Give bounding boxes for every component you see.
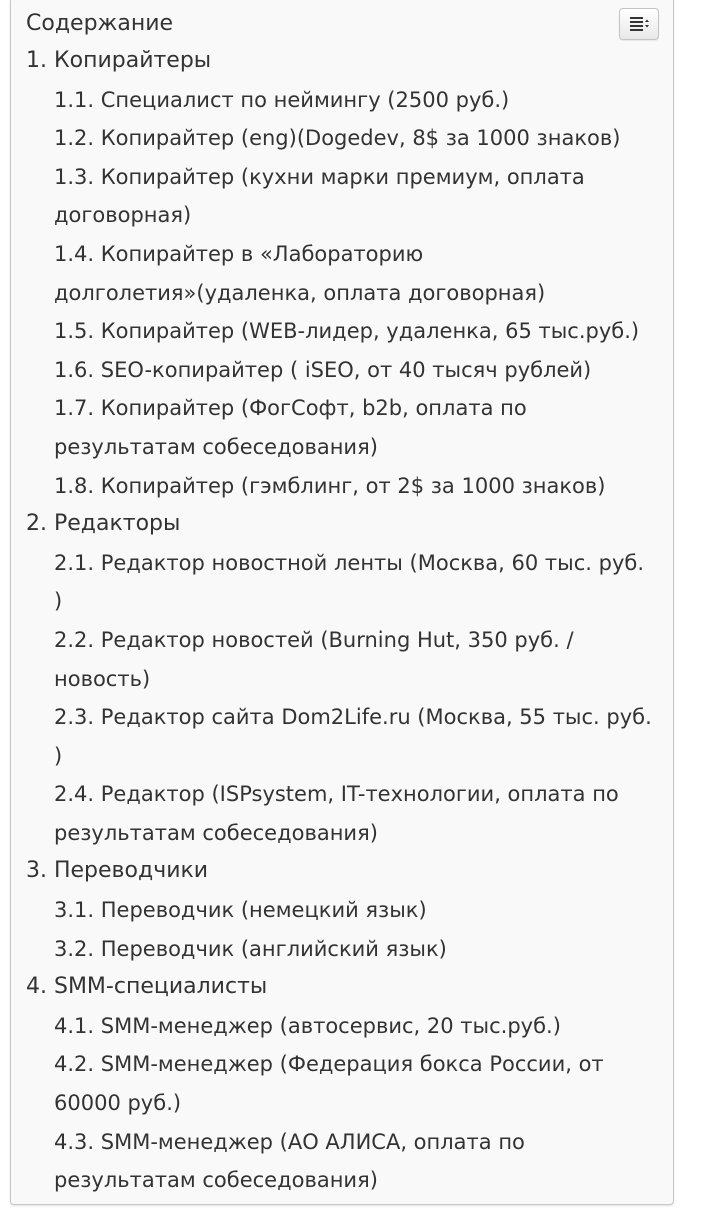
toc-section <box>11 852 675 968</box>
toc-link-item[interactable]: 4.2. SMM-менеджер (Федерация бокса России, от 60000 руб.) <box>54 1052 604 1116</box>
toc-link-item[interactable]: 1.5. Копирайтер (WEB-лидер, удаленка, 65 тыс.руб.) <box>54 319 640 344</box>
toc-link-item[interactable]: 1.1. Специалист по неймингу (2500 руб.) <box>54 87 510 112</box>
toc-link-item[interactable]: 2.1. Редактор новостной ленты (Москва, 60 тыс. руб. ) <box>54 550 645 614</box>
toc-title: Содержание <box>26 11 174 36</box>
toc-link-section-3[interactable]: 3. Переводчики <box>26 858 209 884</box>
table-of-contents <box>10 0 674 1205</box>
toc-link-item[interactable]: 2.2. Редактор новостей (Burning Hut, 350 руб. / новость) <box>54 627 574 691</box>
toc-link-section-2[interactable]: 2. Редакторы <box>26 511 181 537</box>
toc-link-item[interactable]: 1.4. Копирайтер в «Лабораторию долголетия»(удаленка, оплата договорная) <box>54 241 546 305</box>
toc-sublist <box>11 81 675 506</box>
toc-link-item[interactable]: 1.6. SEO-копирайтер ( iSEO, от 40 тысяч рублей) <box>54 357 592 382</box>
toc-link-item[interactable]: 2.4. Редактор (ISPsystem, IT-технологии, оплата по результатам собеседования) <box>54 782 619 845</box>
toc-link-item[interactable]: 1.8. Копирайтер (гэмблинг, от 2$ за 1000 знаков) <box>54 473 606 498</box>
toc-link-item[interactable]: 2.3. Редактор сайта Dom2Life.ru (Москва, 55 тыс. руб. ) <box>54 705 652 768</box>
toc-link-section-1[interactable]: 1. Копирайтеры <box>26 48 212 73</box>
toc-sublist <box>11 544 675 853</box>
toc-list <box>11 42 675 1200</box>
toc-toggle-button[interactable] <box>619 8 659 40</box>
toc-link-item[interactable]: 4.1. SMM-менеджер (автосервис, 20 тыс.руб.) <box>54 1013 561 1038</box>
toc-sublist <box>11 1007 675 1200</box>
toc-section <box>11 505 675 852</box>
list-toggle-icon <box>630 17 650 31</box>
toc-section <box>11 42 675 505</box>
toc-link-section-4[interactable]: 4. SMM-специалисты <box>26 974 268 1000</box>
toc-link-item[interactable]: 1.7. Копирайтер (ФогСофт, b2b, оплата по результатам собеседования) <box>54 396 527 459</box>
toc-sublist <box>11 891 675 968</box>
toc-link-item[interactable]: 1.3. Копирайтер (кухни марки премиум, оплата договорная) <box>54 164 585 228</box>
toc-link-item[interactable]: 3.1. Переводчик (немецкий язык) <box>54 898 427 923</box>
toc-section <box>11 968 675 1200</box>
toc-link-item[interactable]: 4.3. SMM-менеджер (АО АЛИСА, оплата по результатам собеседования) <box>54 1129 525 1193</box>
toc-link-item[interactable]: 1.2. Копирайтер (eng)(Dogedev, 8$ за 1000 знаков) <box>54 126 621 151</box>
toc-link-item[interactable]: 3.2. Переводчик (английский язык) <box>54 936 447 961</box>
